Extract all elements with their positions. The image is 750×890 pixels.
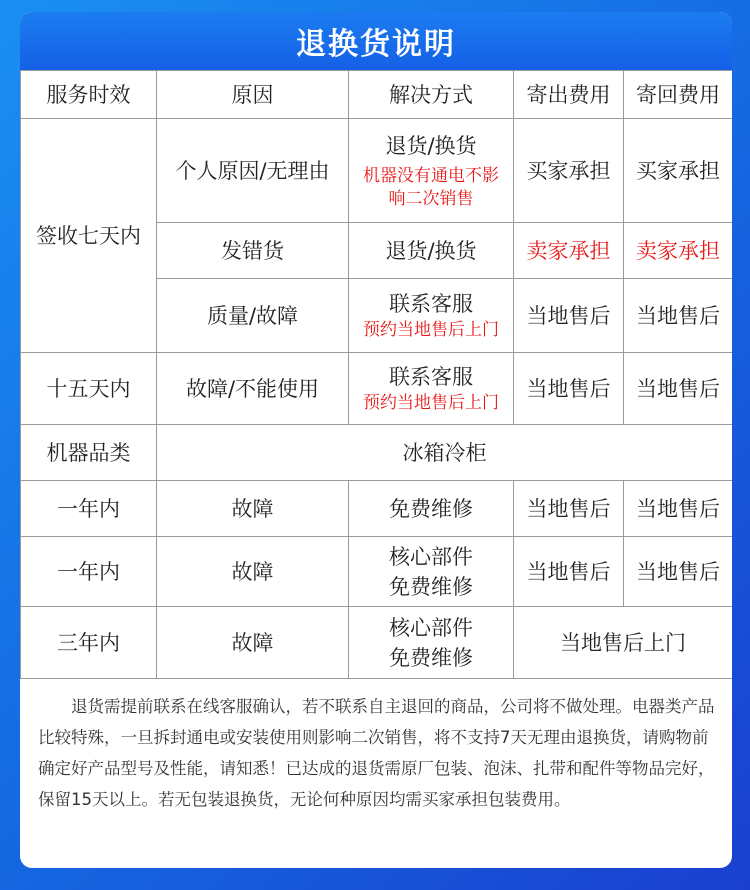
table-header-row <box>21 71 733 119</box>
solution-cell <box>349 537 514 607</box>
table-row <box>21 537 733 607</box>
send-fee-cell: 当地售后 <box>514 279 624 353</box>
time-cell-seven-days: 签收七天内 <box>21 119 157 353</box>
title-bar <box>20 12 732 70</box>
solution-cell <box>349 119 514 223</box>
return-policy-card <box>20 12 732 868</box>
policy-table <box>20 70 732 679</box>
solution-note: 预约当地售后上门 <box>363 393 499 413</box>
return-fee-cell: 当地售后 <box>624 353 733 425</box>
solution-cell: 免费维修 <box>349 481 514 537</box>
page-title: 退换货说明 <box>296 27 456 62</box>
time-cell: 一年内 <box>21 481 157 537</box>
header-cell-send-fee: 寄出费用 <box>514 71 624 119</box>
solution-text: 联系客服 <box>389 292 473 316</box>
return-fee-cell: 买家承担 <box>624 119 733 223</box>
category-value-cell: 冰箱冷柜 <box>157 425 733 481</box>
table-row <box>21 119 733 223</box>
table-row <box>21 607 733 679</box>
reason-cell: 个人原因/无理由 <box>157 119 349 223</box>
solution-cell <box>349 353 514 425</box>
reason-cell: 发错货 <box>157 223 349 279</box>
time-cell: 三年内 <box>21 607 157 679</box>
send-fee-cell: 当地售后 <box>514 481 624 537</box>
solution-line: 核心部件 <box>389 544 473 569</box>
service-cell: 当地售后上门 <box>514 607 733 679</box>
send-fee-cell: 当地售后 <box>514 353 624 425</box>
solution-note: 预约当地售后上门 <box>363 320 499 340</box>
reason-cell: 故障/不能使用 <box>157 353 349 425</box>
category-label-cell: 机器品类 <box>21 425 157 481</box>
return-fee-cell: 当地售后 <box>624 481 733 537</box>
table-row <box>21 425 733 481</box>
send-fee-cell: 买家承担 <box>514 119 624 223</box>
header-cell-solution: 解决方式 <box>349 71 514 119</box>
time-cell: 十五天内 <box>21 353 157 425</box>
footer-note: 退货需提前联系在线客服确认，若不联系自主退回的商品，公司将不做处理。电器类产品比较特殊，一旦拆封通电或安装使用则影响二次销售，将不支持7天无理由退换货，请购物前确定好产品型号及性能，请知悉！已达成的退货需原厂包装、泡沫、扎带和配件等物品完好，保留15天以上。若无包装退换货，无论何种原因均需买家承担包装费用。 <box>38 697 715 809</box>
reason-cell: 故障 <box>157 481 349 537</box>
table-row <box>21 481 733 537</box>
reason-cell: 故障 <box>157 537 349 607</box>
reason-cell: 质量/故障 <box>157 279 349 353</box>
header-cell-return-fee: 寄回费用 <box>624 71 733 119</box>
solution-line: 免费维修 <box>389 574 473 599</box>
solution-note: 机器没有通电不影响二次销售 <box>363 165 499 209</box>
return-fee-cell: 当地售后 <box>624 537 733 607</box>
solution-cell <box>349 607 514 679</box>
send-fee-cell: 卖家承担 <box>514 223 624 279</box>
solution-line: 核心部件 <box>389 615 473 640</box>
solution-cell <box>349 279 514 353</box>
header-cell-time: 服务时效 <box>21 71 157 119</box>
solution-text: 退货/换货 <box>385 133 477 158</box>
return-fee-cell: 当地售后 <box>624 279 733 353</box>
solution-cell: 退货/换货 <box>349 223 514 279</box>
return-fee-cell: 卖家承担 <box>624 223 733 279</box>
header-cell-reason: 原因 <box>157 71 349 119</box>
solution-line: 免费维修 <box>389 645 473 670</box>
send-fee-cell: 当地售后 <box>514 537 624 607</box>
time-cell: 一年内 <box>21 537 157 607</box>
table-row <box>21 353 733 425</box>
reason-cell: 故障 <box>157 607 349 679</box>
solution-text: 联系客服 <box>389 365 473 389</box>
